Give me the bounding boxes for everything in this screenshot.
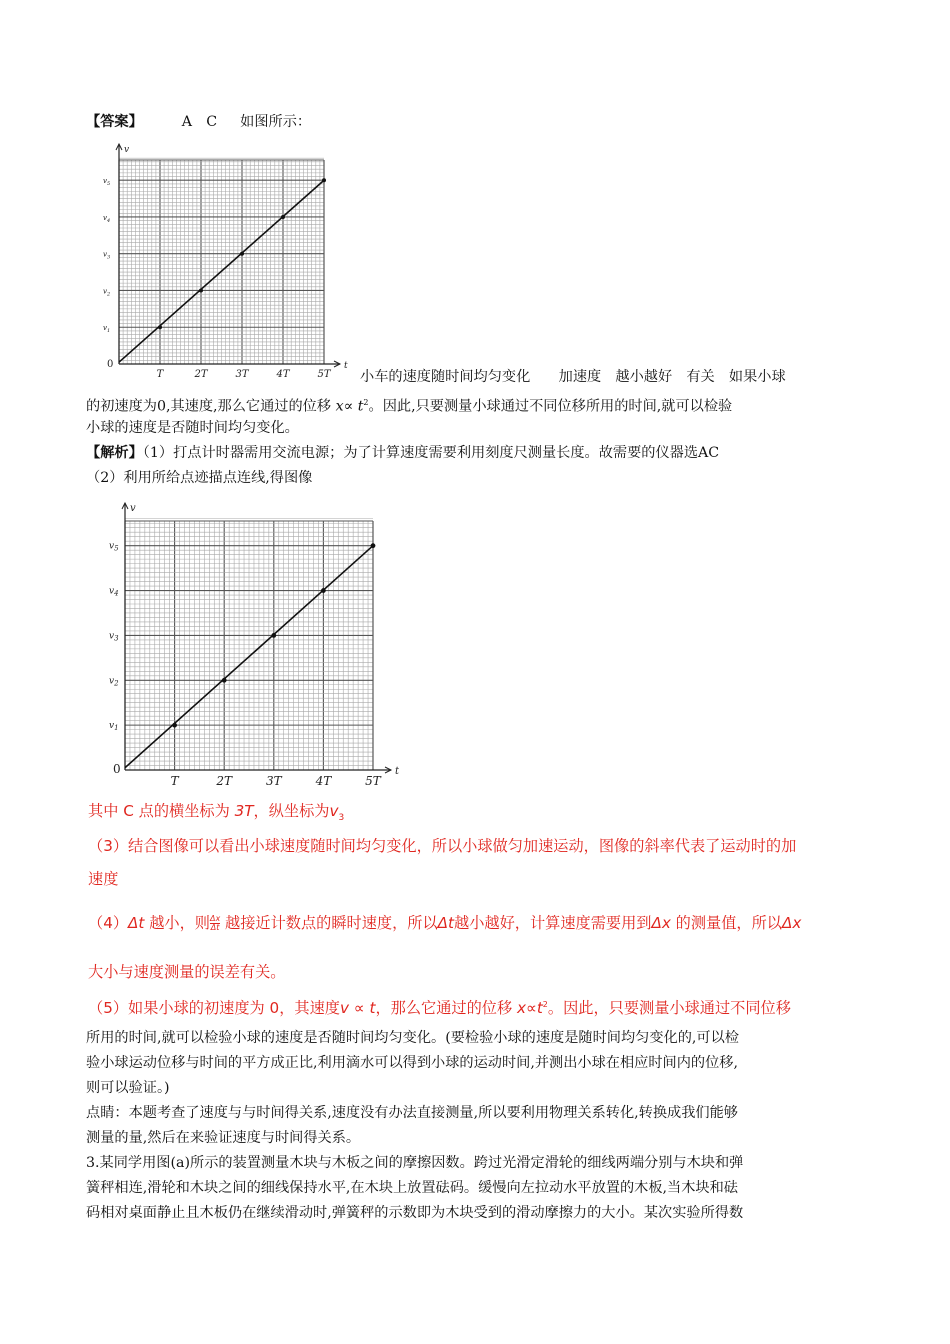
delta-x-over-delta-t: $\frac{\Delta x}{\Delta t}$ (209, 914, 221, 932)
data-point (321, 588, 326, 593)
x-tick-label: T (170, 774, 179, 788)
answer-velocity-time-graph (100, 136, 360, 386)
analysis-step5-line1: （5）如果小球的初速度为 0，其速度v ∝ t，那么它通过的位移 $x\propto t^2$。因此，只要测量小球通过不同位移 (88, 999, 791, 1017)
data-point (222, 678, 227, 683)
answer-as-shown: 如图所示： (240, 114, 312, 130)
answer-conclusion-line3: 小球的速度是否随时间均匀变化。 (86, 420, 299, 436)
data-point (371, 543, 376, 548)
data-point (199, 288, 203, 292)
y-tick-label: $v_3$ (103, 250, 111, 261)
x-tick-label: 2T (216, 774, 233, 788)
x-tick-label: T (156, 369, 164, 380)
answer-line (86, 112, 311, 132)
y-tick-label: $v_3$ (109, 631, 119, 643)
y-tick-label: $v_4$ (109, 586, 119, 598)
data-point (322, 178, 326, 182)
analysis-velocity-time-graph (100, 494, 410, 794)
data-point (158, 325, 162, 329)
analysis-step5-line2: 所用的时间,就可以检验小球的速度是否随时间均匀变化。(要检验小球的速度是随时间均匀变化的,可以检 (86, 1030, 739, 1046)
analysis-step4-line2: 大小与速度测量的误差有关。 (88, 963, 286, 981)
data-point (271, 633, 276, 638)
c-point-note: 其中 C 点的横坐标为 3T，纵坐标为$v_3$ (88, 802, 345, 824)
y-tick-label: $v_5$ (109, 541, 119, 553)
answer-conclusion-line1: 小车的速度随时间均匀变化 加速度 越小越好 有关 如果小球 (360, 369, 786, 385)
analysis-step5-line3: 验小球运动位移与时间的平方成正比,利用滴水可以得到小球的运动时间,并测出小球在相应时间内的位移, (86, 1055, 738, 1071)
question3-line1: 3.某同学用图(a)所示的装置测量木块与木板之间的摩擦因数。跨过光滑定滑轮的细线两端分别与木块和弹 (86, 1155, 744, 1171)
x-axis-label: t (344, 361, 348, 371)
analysis-step4-line1: （4）Δt 越小，则 $\frac{\Delta x}{\Delta t}$ 越接近计数点的瞬时速度，所以Δt越小越好，计算速度需要用到Δx 的测量值，所以Δx (88, 914, 802, 932)
x-tick-label: 4T (276, 369, 290, 380)
analysis-step1: 【解析】（1）打点计时器需用交流电源；为了计算速度需要利用刻度尺测量长度。故需要的仪器选AC (86, 445, 720, 461)
y-tick-label: $v_5$ (103, 177, 111, 188)
question3-line2: 簧秤相连,滑轮和木块之间的细线保持水平,在木块上放置砝码。缓慢向左拉动水平放置的木板,当木块和砝 (86, 1180, 738, 1196)
data-point (172, 723, 177, 728)
x-tick-label: 3T (235, 369, 249, 380)
x-tick-label: 2T (194, 369, 208, 380)
analysis-step2: （2）利用所给点迹描点连线,得图像 (86, 470, 313, 486)
question3-line3: 码相对桌面静止且木板仍在继续滑动时,弹簧秤的示数即为木块受到的滑动摩擦力的大小。某次实验所得数 (86, 1205, 744, 1221)
answer-label: 【答案】 (86, 114, 143, 130)
origin-label: 0 (113, 762, 121, 776)
y-axis-label: v (130, 503, 136, 514)
answer-choices: A C (181, 114, 218, 130)
analysis-step3-line2: 速度 (88, 870, 119, 888)
y-tick-label: $v_1$ (109, 721, 119, 733)
y-tick-label: $v_1$ (103, 324, 111, 335)
data-point (281, 215, 285, 219)
analysis-label: 【解析】 (86, 445, 143, 461)
comment-line1: 点睛：本题考查了速度与与时间得关系,速度没有办法直接测量,所以要利用物理关系转化,转换成我们能够 (86, 1105, 738, 1121)
origin-label: 0 (107, 359, 114, 370)
x-tick-label: 5T (365, 774, 381, 788)
x-tick-label: 5T (317, 369, 331, 380)
y-tick-label: $v_4$ (103, 213, 111, 224)
comment-line2: 测量的量,然后在来验证速度与时间得关系。 (86, 1130, 361, 1146)
y-tick-label: $v_2$ (103, 287, 111, 298)
y-tick-label: $v_2$ (109, 676, 119, 688)
data-point (240, 252, 244, 256)
analysis-step5-line4: 则可以验证。) (86, 1080, 170, 1096)
x-tick-label: 4T (315, 774, 332, 788)
y-axis-label: v (124, 145, 130, 155)
answer-conclusion-line2: 的初速度为0,其速度,那么它通过的位移 $x\propto t^2$。因此,只要测量小球通过不同位移所用的时间,就可以检验 (86, 398, 733, 415)
x-tick-label: 3T (265, 774, 282, 788)
analysis-step3-line1: （3）结合图像可以看出小球速度随时间均匀变化，所以小球做匀加速运动，图像的斜率代表了运动时的加 (88, 837, 797, 855)
x-axis-label: t (395, 766, 400, 777)
